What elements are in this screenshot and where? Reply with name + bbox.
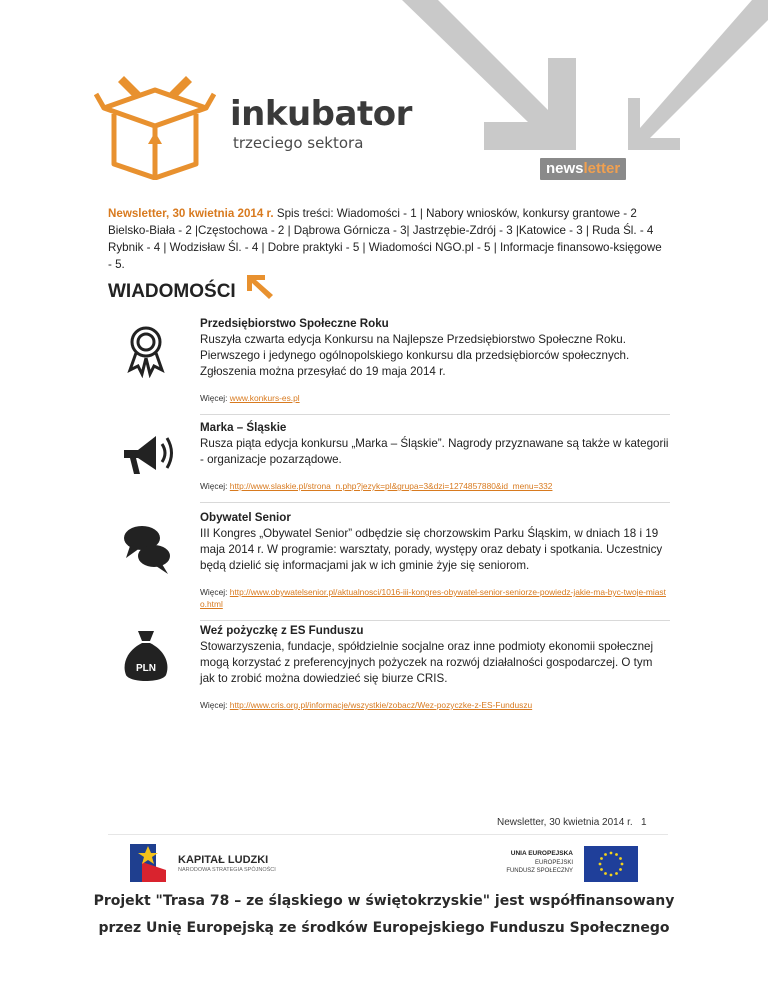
- item-text: Ruszyła czwarta edycja Konkursu na Najlepsze Przedsiębiorstwo Społeczne Roku. Pierwszego i jedynego ogólnopolskiego konkursu dla przedsiębiorców społecznych. Zgłoszenia można przesyłać do 19 maja 2014 r.: [200, 333, 630, 378]
- newsletter-badge: [540, 158, 626, 180]
- eu-star: [615, 872, 618, 875]
- eu-star: [610, 852, 613, 855]
- speech-bubbles-icon: [116, 518, 176, 578]
- newsletter-date: Newsletter, 30 kwietnia 2014 r.: [108, 207, 274, 220]
- eu-star: [599, 863, 602, 866]
- eu-star: [600, 857, 603, 860]
- page-number: 1: [640, 817, 647, 828]
- toc-text: Spis treści: Wiadomości - 1 | Nabory wniosków, konkursy grantowe - 2 Bielsko-Biała - 2 |Częstochowa - 2 | Dąbrowa Górnicza - 3| Jastrzębie-Zdrój - 3 |Katowice - 3 | Ruda Śl. - 4 Rybnik - 4 | Wodzisław Śl. - 4 | Dobre praktyki - 5 | Wiadomości NGO.pl - 5 | Informacje finansowo-księgowe - 5.: [108, 207, 662, 271]
- kl-subtitle: NARODOWA STRATEGIA SPÓJNOŚCI: [178, 867, 276, 873]
- more-label: Więcej:: [200, 481, 230, 491]
- award-ribbon-icon: [116, 318, 176, 378]
- brand-wordmark: inkubator: [230, 94, 412, 134]
- more-line: [200, 480, 670, 492]
- eu-fund-line2: FUNDUSZ SPOŁECZNY: [506, 868, 573, 874]
- item-divider: [200, 414, 670, 415]
- item-text: III Kongres „Obywatel Senior” odbędzie się chorzowskim Parku Śląskim, w dniach 18 i 19 maja 2014 r. W programie: warsztaty, porady, występy oraz debaty i spotkania. Uczestnicy będą dzielić się informacjami jak w ich gminie żyje się seniorom.: [200, 527, 663, 572]
- eu-label: UNIA EUROPEJSKA: [510, 850, 573, 857]
- section-title: WIADOMOŚCI: [108, 281, 236, 302]
- more-link[interactable]: http://www.slaskie.pl/strona_n.php?jezyk=pl&grupa=3&dzi=1274857880&id_menu=332: [229, 481, 553, 491]
- eu-star: [600, 868, 603, 871]
- item-title: Weź pożyczkę z ES Funduszu: [200, 624, 364, 637]
- more-label: Więcej:: [200, 700, 230, 710]
- item-title: Marka – Śląskie: [200, 421, 287, 434]
- table-of-contents: [108, 205, 668, 273]
- more-line: [200, 586, 670, 610]
- item-divider: [200, 502, 670, 503]
- eu-star: [621, 863, 624, 866]
- badge-highlight-text: letter: [583, 160, 621, 177]
- eu-star: [610, 874, 613, 877]
- footer-divider: [108, 834, 668, 835]
- item-divider: [200, 620, 670, 621]
- eu-fund-line1: EUROPEJSKI: [534, 860, 573, 866]
- eu-flag-icon: [584, 846, 638, 882]
- item-text: Rusza piąta edycja konkursu „Marka – Śląskie”. Nagrody przyznawane są także w kategorii - organizacje pozarządowe.: [200, 437, 669, 466]
- eu-star: [619, 857, 622, 860]
- more-link[interactable]: http://www.cris.org.pl/informacje/wszystkie/zobacz/Wez-pozyczke-z-ES-Funduszu: [229, 700, 533, 710]
- section-arrow-icon: [247, 275, 275, 299]
- badge-plain-text: news: [546, 160, 584, 177]
- more-label: Więcej:: [200, 587, 230, 597]
- item-text: Stowarzyszenia, fundacje, spółdzielnie socjalne oraz inne podmioty ekonomii społecznej mogą korzystać z preferencyjnych pożyczek na rozwój działalności gospodarczej. O tym jak to zrobić można dowiedzieć się biurze CRIS.: [200, 640, 654, 685]
- bag-label: PLN: [136, 663, 156, 674]
- more-link[interactable]: www.konkurs-es.pl: [229, 393, 300, 403]
- item-title: Obywatel Senior: [200, 511, 291, 524]
- inkubator-logo-icon: [94, 74, 216, 180]
- more-line: [200, 699, 670, 711]
- project-line-2: przez Unię Europejską ze środków Europejskiego Funduszu Społecznego: [98, 920, 670, 936]
- more-label: Więcej:: [200, 393, 230, 403]
- page-footer: [497, 817, 647, 828]
- decorative-arrows-icon: [380, 0, 768, 150]
- footer-label: Newsletter, 30 kwietnia 2014 r.: [497, 817, 633, 828]
- more-line: [200, 392, 670, 404]
- eu-star: [615, 853, 618, 856]
- eu-star: [619, 868, 622, 871]
- project-line-1: Projekt "Trasa 78 – ze śląskiego w świętokrzyskie" jest współfinansowany: [93, 893, 675, 909]
- brand-subtitle: trzeciego sektora: [233, 134, 364, 152]
- money-bag-icon: [116, 625, 176, 685]
- kapital-ludzki-logo-icon: [126, 840, 172, 886]
- item-title: Przedsiębiorstwo Społeczne Roku: [200, 317, 389, 330]
- kl-title: KAPITAŁ LUDZKI: [178, 854, 269, 866]
- eu-star: [604, 853, 607, 856]
- eu-star: [604, 872, 607, 875]
- more-link[interactable]: http://www.obywatelsenior.pl/aktualnosci/1016-iii-kongres-obywatel-senior-seniorze-powiedz-jakie-ma-byc-twoje-miasto.html: [200, 587, 666, 609]
- megaphone-icon: [116, 426, 176, 486]
